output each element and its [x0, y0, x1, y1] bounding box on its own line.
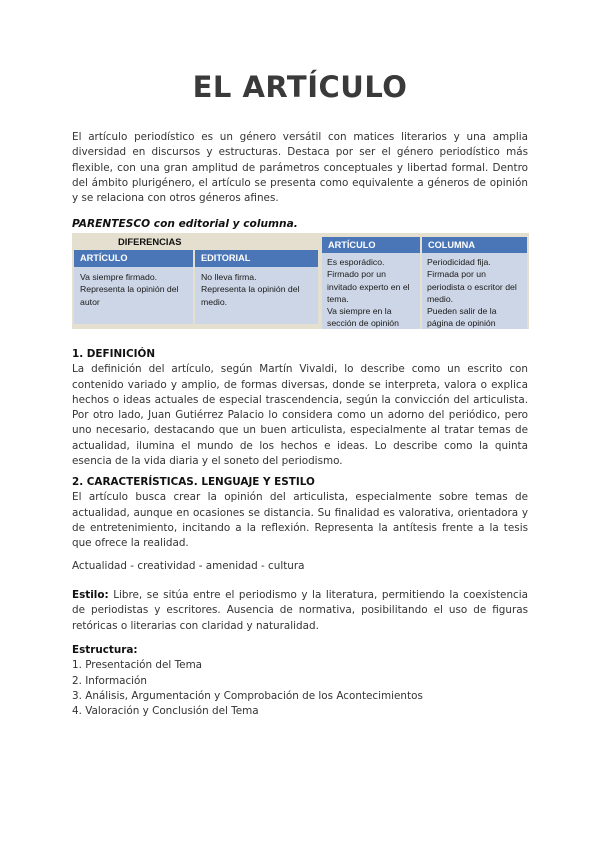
cell-line: Firmado por un invitado experto en el tema. [327, 269, 410, 304]
comparison-tables-image [72, 233, 529, 329]
list-item: 2. Información [72, 674, 148, 687]
parentesco-caption: PARENTESCO con editorial y columna. [72, 218, 298, 230]
cell-line: Representa la opinión del autor [80, 284, 179, 307]
table1-cell-editorial [195, 267, 318, 324]
table1-title: DIFERENCIAS [118, 236, 182, 247]
section-caracteristicas [72, 475, 528, 551]
section-text: La definición del artículo, según Martín Vivaldi, lo describe como un escrito con contenido variado y amplio, de formas diversas, donde se interpreta, valora o explica hechos o ideas actuales de especial trascendencia, según la convicción del articulista. Por otro lado, Juan Gutiérrez Palacio lo considera como un adorno del periódico, pero uno necesario, destacando que un buen articulista, especialmente al tratar temas de actualidad, ilumina el mundo de los hechos e ideas. Lo describe como la quinta esencia de la vida diaria y el soneto del periodismo. [72, 363, 528, 468]
cell-line: Firmada por un periodista o escritor del medio. [427, 269, 517, 304]
table2-header-columna: COLUMNA [422, 237, 527, 253]
section-heading: 2. CARACTERÍSTICAS. LENGUAJE Y ESTILO [72, 476, 315, 488]
list-item: 4. Valoración y Conclusión del Tema [72, 705, 259, 718]
estilo-text: Libre, se sitúa entre el periodismo y la literatura, permitiendo la coexistencia de periodistas y escritores. Ausencia de normativa, posibilitando el uso de figuras retóricas o literarias con claridad y naturalidad. [72, 589, 528, 632]
table1-header-articulo: ARTÍCULO [74, 250, 193, 267]
keywords-line: Actualidad - creatividad - amenidad - cultura [72, 560, 305, 572]
cell-line: Va siempre firmado. [80, 272, 158, 282]
estructura-block [72, 643, 528, 719]
estructura-label: Estructura: [72, 644, 138, 656]
cell-line: Representa la opinión del medio. [201, 284, 300, 307]
cell-line: Va siempre en la sección de opinión [327, 306, 399, 329]
cell-line: No lleva firma. [201, 272, 257, 282]
table1-cell-articulo [74, 267, 193, 324]
cell-line: Es esporádico. [327, 257, 385, 267]
intro-paragraph: El artículo periodístico es un género versátil con matices literarios y una amplia diversidad en discursos y estructuras. Destaca por ser el género periodístico más flexible, con una gran amplitud de parámetros conceptuales y libertad formal. Dentro del ámbito plurigénero, el artículo se presenta como equivalente a géneros de opinión y se relaciona con otros géneros afines. [72, 131, 528, 205]
section-definicion [72, 347, 528, 469]
table1-header-editorial: EDITORIAL [195, 250, 318, 267]
list-item: 3. Análisis, Argumentación y Comprobación de los Acontecimientos [72, 689, 423, 702]
estilo-label: Estilo: [72, 589, 109, 601]
table2-cell-articulo [322, 253, 420, 329]
table2-header-articulo: ARTÍCULO [322, 237, 420, 253]
table2-cell-columna [422, 253, 527, 329]
section-text: El artículo busca crear la opinión del articulista, especialmente sobre temas de actualidad, aunque en ocasiones se distancia. Su finalidad es valorativa, orientadora y de entretenimiento, incitando a la reflexión. Representa la antítesis frente a la tesis que ofrece la realidad. [72, 491, 528, 550]
section-heading: 1. DEFINICIÓN [72, 348, 156, 360]
cell-line: Pueden salir de la página de opinión [427, 306, 497, 329]
list-item: 1. Presentación del Tema [72, 659, 203, 672]
cell-line: Periodicidad fija. [427, 257, 491, 267]
page-title: EL ARTÍCULO [192, 70, 408, 104]
estilo-paragraph [72, 588, 528, 634]
